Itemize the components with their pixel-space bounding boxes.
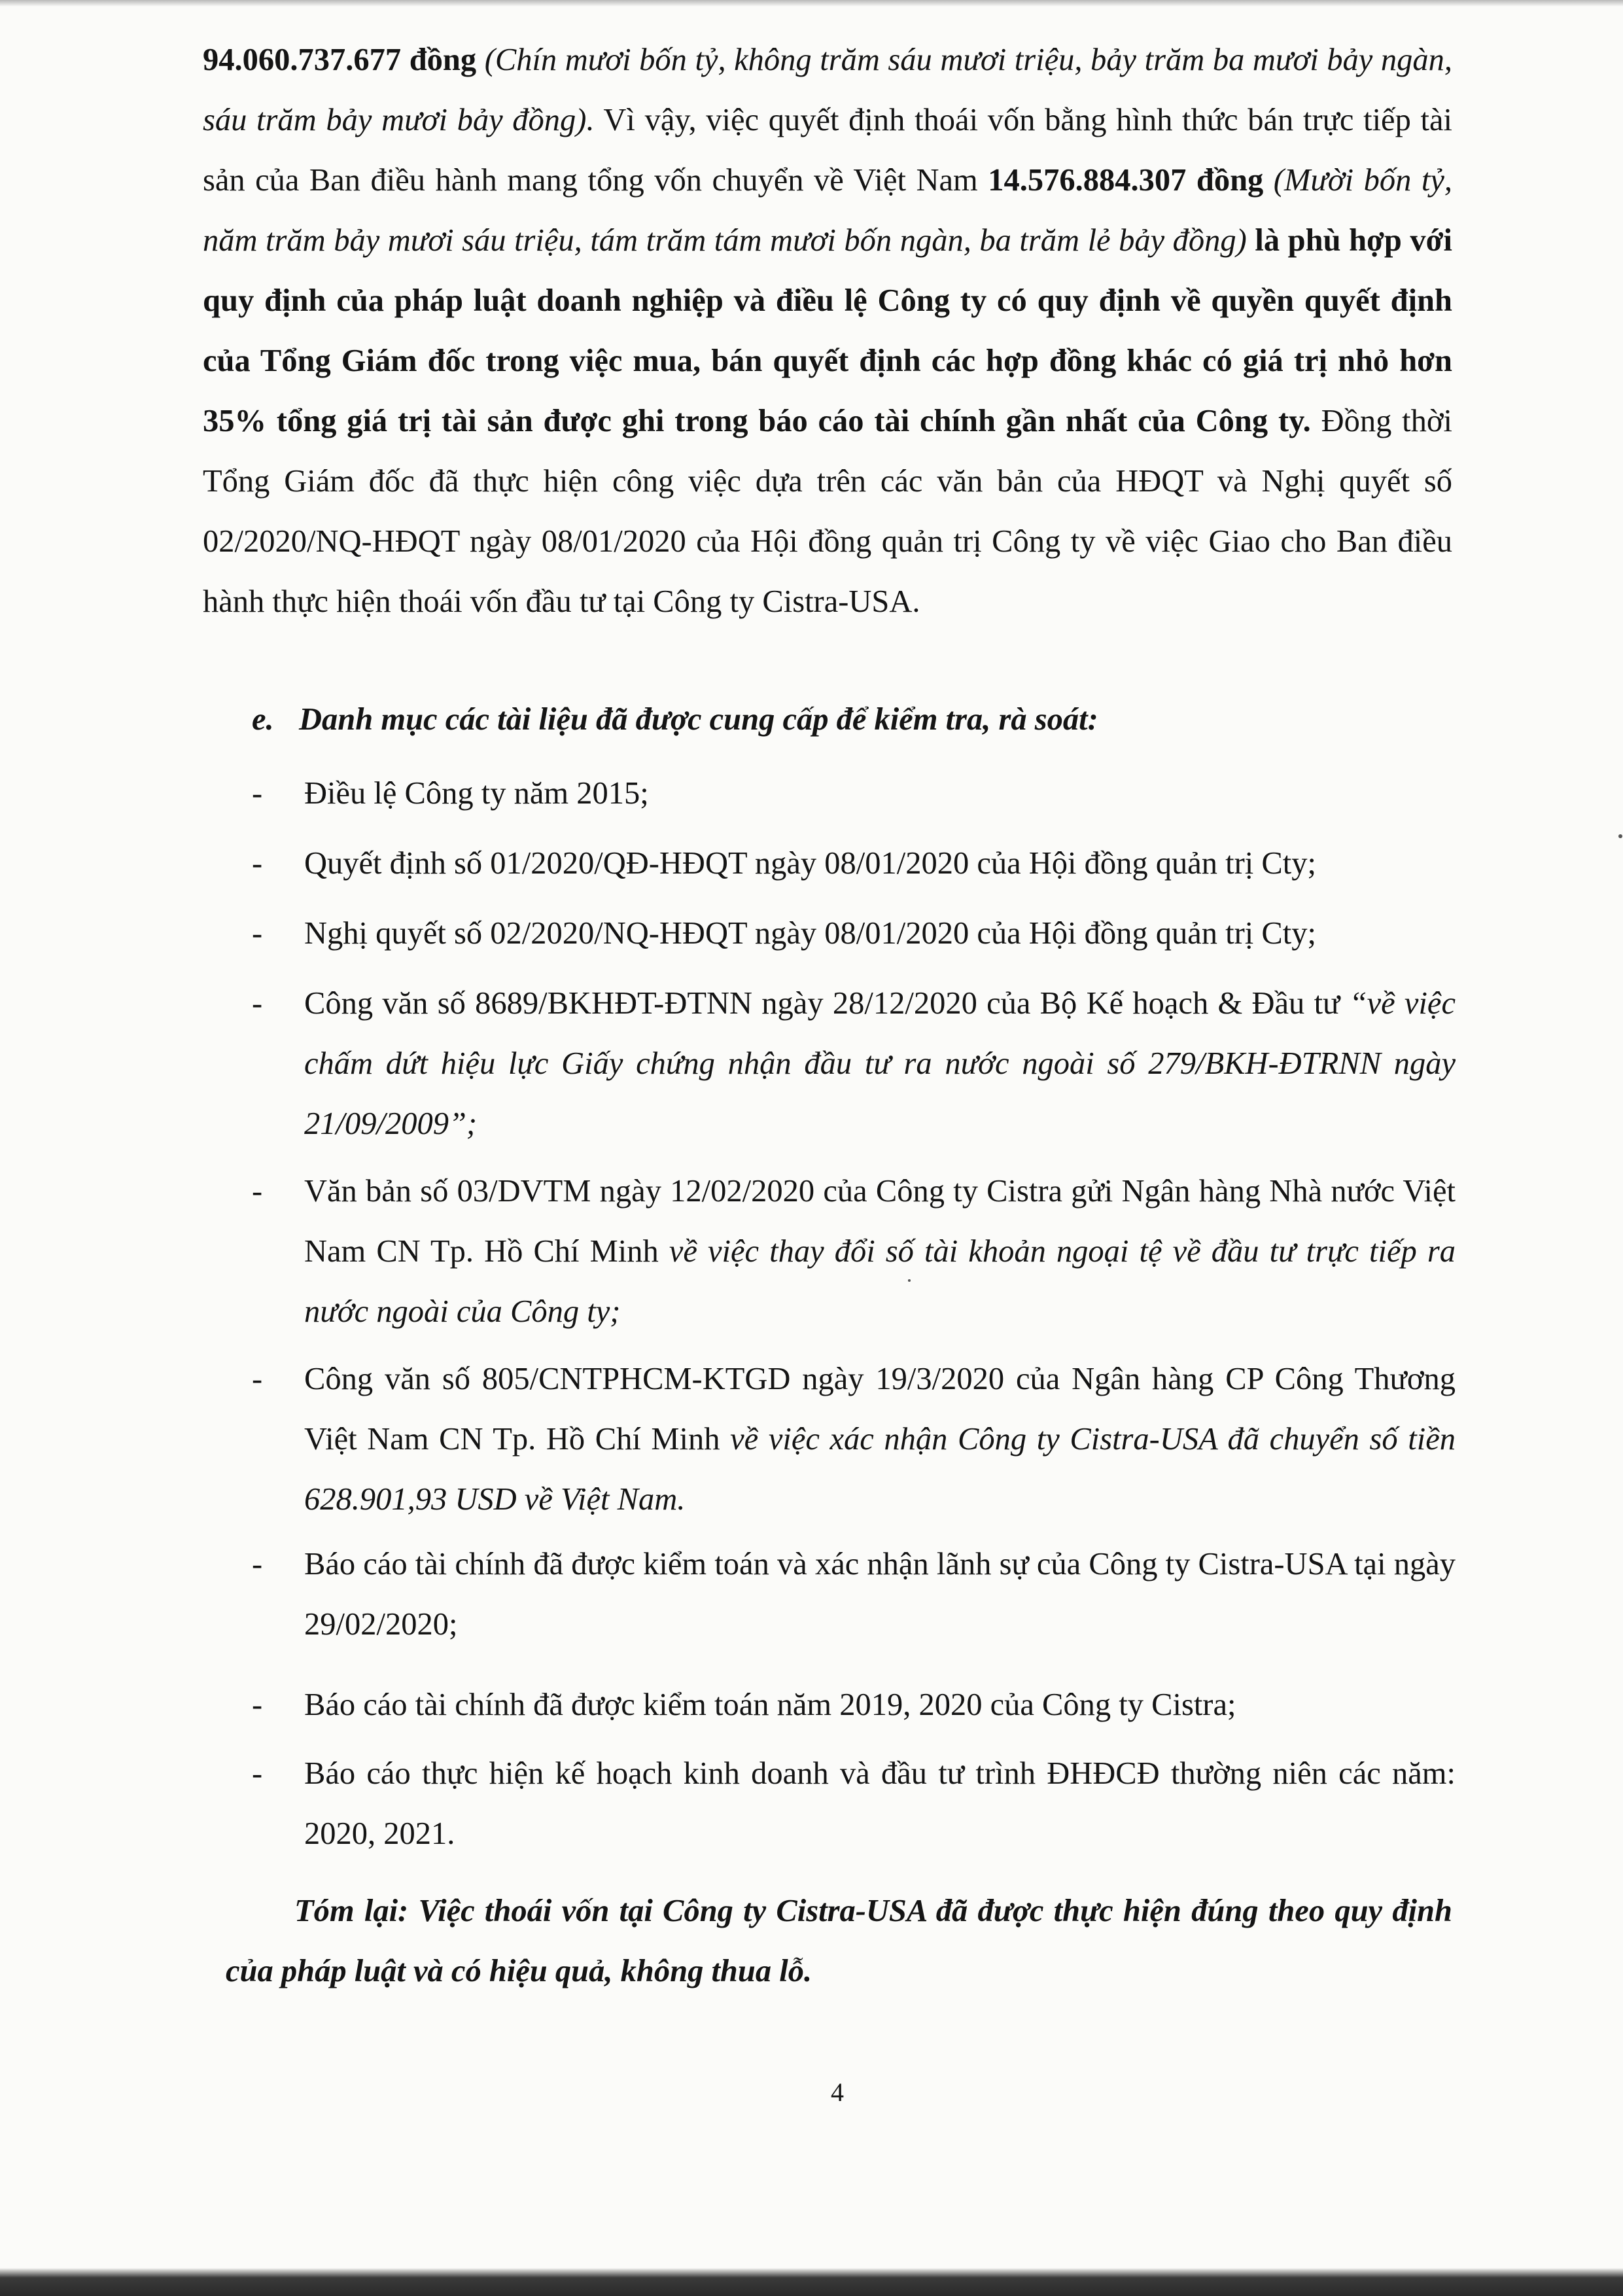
section-title: Danh mục các tài liệu đã được cung cấp để kiểm tra, rà soát: [299,702,1098,737]
document-text: Báo cáo tài chính đã được kiểm toán và xác nhận lãnh sự của Công ty Cistra-USA tại ngày 29/02/2020; [304,1547,1456,1642]
document-list-item [252,1349,1456,1530]
bullet-dash: - [252,846,263,881]
document-list-item [252,1744,1456,1864]
bullet-dash: - [252,916,263,951]
paragraph-text: Vì vậy, việc quyết định thoái vốn bằng hình thức bán trực tiếp tài sản của Ban điều hành mang tổng vốn chuyển về Việt Nam [203,103,1452,198]
bullet-dash: - [252,1547,263,1581]
document-list-item [252,974,1456,1154]
document-text: Công văn số 805/CNTPHCM-KTGD ngày 19/3/2020 của Ngân hàng CP Công Thương Việt Nam CN Tp. Hồ Chí Minh [304,1362,1456,1457]
bullet-dash: - [252,1687,263,1722]
bullet-dash: - [252,1174,263,1209]
section-heading [252,690,1098,750]
body-paragraph [203,30,1452,632]
document-list-item [252,904,1456,964]
scan-edge-bottom [0,2268,1623,2296]
document-text: Báo cáo thực hiện kế hoạch kinh doanh và đầu tư trình ĐHĐCĐ thường niên các năm: 2020, 2021. [304,1756,1456,1851]
bullet-dash: - [252,986,263,1021]
document-text: Nghị quyết số 02/2020/NQ-HĐQT ngày 08/01/2020 của Hội đồng quản trị Cty; [304,916,1316,951]
scan-speck [1618,834,1622,838]
document-text: Quyết định số 01/2020/QĐ-HĐQT ngày 08/01/2020 của Hội đồng quản trị Cty; [304,846,1316,881]
bullet-dash: - [252,1362,263,1396]
document-list-item [252,1161,1456,1342]
amount-figure: 94.060.737.677 đồng [203,43,477,77]
document-list-item [252,1534,1456,1655]
bullet-dash: - [252,1756,263,1791]
bullet-dash: - [252,776,263,811]
paragraph-text: Đồng thời Tổng Giám đốc đã thực hiện công việc dựa trên các văn bản của HĐQT và Nghị quyết số 02/2020/NQ-HĐQT ngày 08/01/2020 của Hội đồng quản trị Công ty về việc Giao cho Ban điều hành thực hiện thoái vốn đầu tư tại Công ty Cistra-USA. [203,404,1452,619]
document-subject: về việc thay đổi số tài khoản ngoại tệ về đầu tư trực tiếp ra nước ngoài của Công ty; [304,1234,1456,1329]
document-list-item [252,834,1456,894]
document-text: Điều lệ Công ty năm 2015; [304,776,649,811]
document-subject: “về việc chấm dứt hiệu lực Giấy chứng nhận đầu tư ra nước ngoài số 279/BKH-ĐTRNN ngày 21/09/2009”; [304,986,1456,1141]
document-list-item [252,764,1456,824]
section-letter: e. [252,702,274,737]
document-text: Văn bản số 03/DVTM ngày 12/02/2020 của Công ty Cistra gửi Ngân hàng Nhà nước Việt Nam CN Tp. Hồ Chí Minh [304,1174,1456,1269]
page-number: 4 [831,2077,844,2107]
document-text: Công văn số 8689/BKHĐT-ĐTNN ngày 28/12/2020 của Bộ Kế hoạch & Đầu tư [304,986,1350,1021]
bold-clause: là phù hợp với quy định của pháp luật doanh nghiệp và điều lệ Công ty có quy định về quyền quyết định của Tổng Giám đốc trong việc mua, bán quyết định các hợp đồng khác có giá trị nhỏ hơn 35% tổng giá trị tài sản được ghi trong báo cáo tài chính gần nhất của Công ty. [203,223,1452,438]
summary-conclusion: Tóm lại: Việc thoái vốn tại Công ty Cistra-USA đã được thực hiện đúng theo quy định của pháp luật và có hiệu quả, không thua lỗ. [226,1894,1452,1988]
document-text: Báo cáo tài chính đã được kiểm toán năm 2019, 2020 của Công ty Cistra; [304,1687,1236,1722]
amount-figure: 14.576.884.307 đồng [988,163,1264,198]
document-subject: về việc xác nhận Công ty Cistra-USA đã chuyển số tiền 628.901,93 USD về Việt Nam. [304,1422,1456,1517]
amount-in-words: (Chín mươi bốn tỷ, không trăm sáu mươi triệu, bảy trăm ba mươi bảy ngàn, sáu trăm bảy mươi bảy đồng). [203,43,1452,137]
scan-edge-top [0,0,1623,7]
amount-in-words: (Mười bốn tỷ, năm trăm bảy mươi sáu triệu, tám trăm tám mươi bốn ngàn, ba trăm lẻ bảy đồng) [203,163,1453,258]
document-list-item [252,1675,1456,1735]
